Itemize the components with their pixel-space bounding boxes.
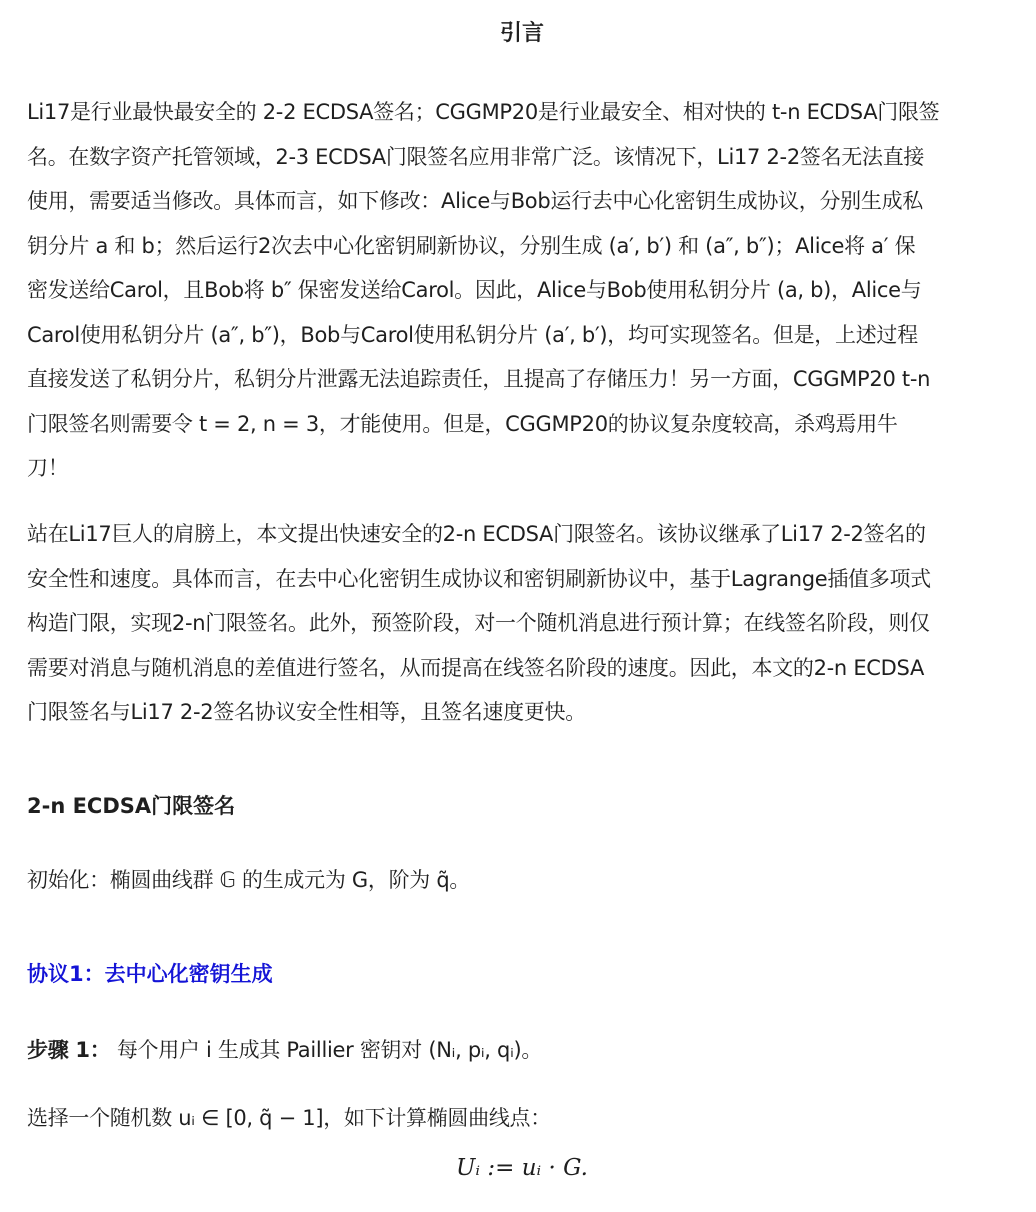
page-title: 引言 — [499, 21, 544, 46]
section-heading: 2-n ECDSA门限签名 — [27, 794, 236, 818]
intro-p2-line-5: 门限签名与Li17 2-2签名协议安全性相等，且签名速度更快。 — [27, 700, 586, 724]
choose-line: 选择一个随机数 uᵢ ∈ [0, q̃ − 1]，如下计算椭圆曲线点： — [27, 1106, 551, 1130]
intro-paragraph-1 — [27, 90, 1017, 491]
intro-p1-line-6: Carol使用私钥分片 (a″, b″)，Bob与Carol使用私钥分片 (a′, b′)，均可实现签名。但是，上述过程 — [27, 322, 918, 347]
intro-p2-line-3: 构造门限，实现2-n门限签名。此外，预签阶段，对一个随机消息进行预计算；在线签名阶段，则仅 — [27, 611, 930, 635]
intro-p1-line-2: 名。在数字资产托管领域，2-3 ECDSA门限签名应用非常广泛。该情况下，Li17 2-2签名无法直接 — [27, 144, 925, 169]
intro-p1-line-3: 使用，需要适当修改。具体而言，如下修改：Alice与Bob运行去中心化密钥生成协议，分别生成私 — [27, 189, 923, 213]
intro-p1-line-7: 直接发送了私钥分片，私钥分片泄露无法追踪责任，且提高了存储压力！另一方面，CGGMP20 t-n — [27, 367, 931, 391]
intro-p2-line-4: 需要对消息与随机消息的差值进行签名，从而提高在线签名阶段的速度。因此，本文的2-n ECDSA — [27, 655, 925, 680]
intro-p1-line-1: Li17是行业最快最安全的 2-2 ECDSA签名；CGGMP20是行业最安全、相对快的 t-n ECDSA门限签 — [27, 100, 940, 124]
step-1-text: 每个用户 i 生成其 Paillier 密钥对 (Nᵢ, pᵢ, qᵢ)。 — [116, 1038, 543, 1062]
protocol-heading: 协议1：去中心化密钥生成 — [27, 962, 273, 986]
step-1 — [27, 1028, 1017, 1073]
intro-p1-line-5: 密发送给Carol，且Bob将 b″ 保密发送给Carol。因此，Alice与Bob使用私钥分片 (a, b)，Alice与 — [27, 278, 922, 302]
intro-p2-line-1: 站在Li17巨人的肩膀上，本文提出快速安全的2-n ECDSA门限签名。该协议继承了Li17 2-2签名的 — [27, 522, 926, 546]
intro-p1-line-9: 刀！ — [27, 456, 69, 480]
step-1-label: 步骤 1： — [27, 1038, 111, 1062]
intro-paragraph-2 — [27, 512, 1017, 735]
intro-p1-line-8: 门限签名则需要令 t = 2, n = 3，才能使用。但是，CGGMP20的协议复杂度较高，杀鸡焉用牛 — [27, 411, 898, 436]
intro-p2-line-2: 安全性和速度。具体而言，在去中心化密钥生成协议和密钥刷新协议中，基于Lagrange插值多项式 — [27, 566, 931, 591]
init-line: 初始化：椭圆曲线群 𝔾 的生成元为 G，阶为 q̃。 — [27, 868, 471, 892]
intro-p1-line-4: 钥分片 a 和 b；然后运行2次去中心化密钥刷新协议，分别生成 (a′, b′) 和 (a″, b″)；Alice将 a′ 保 — [27, 233, 916, 258]
display-equation: Uᵢ := uᵢ · G. — [456, 1155, 588, 1181]
